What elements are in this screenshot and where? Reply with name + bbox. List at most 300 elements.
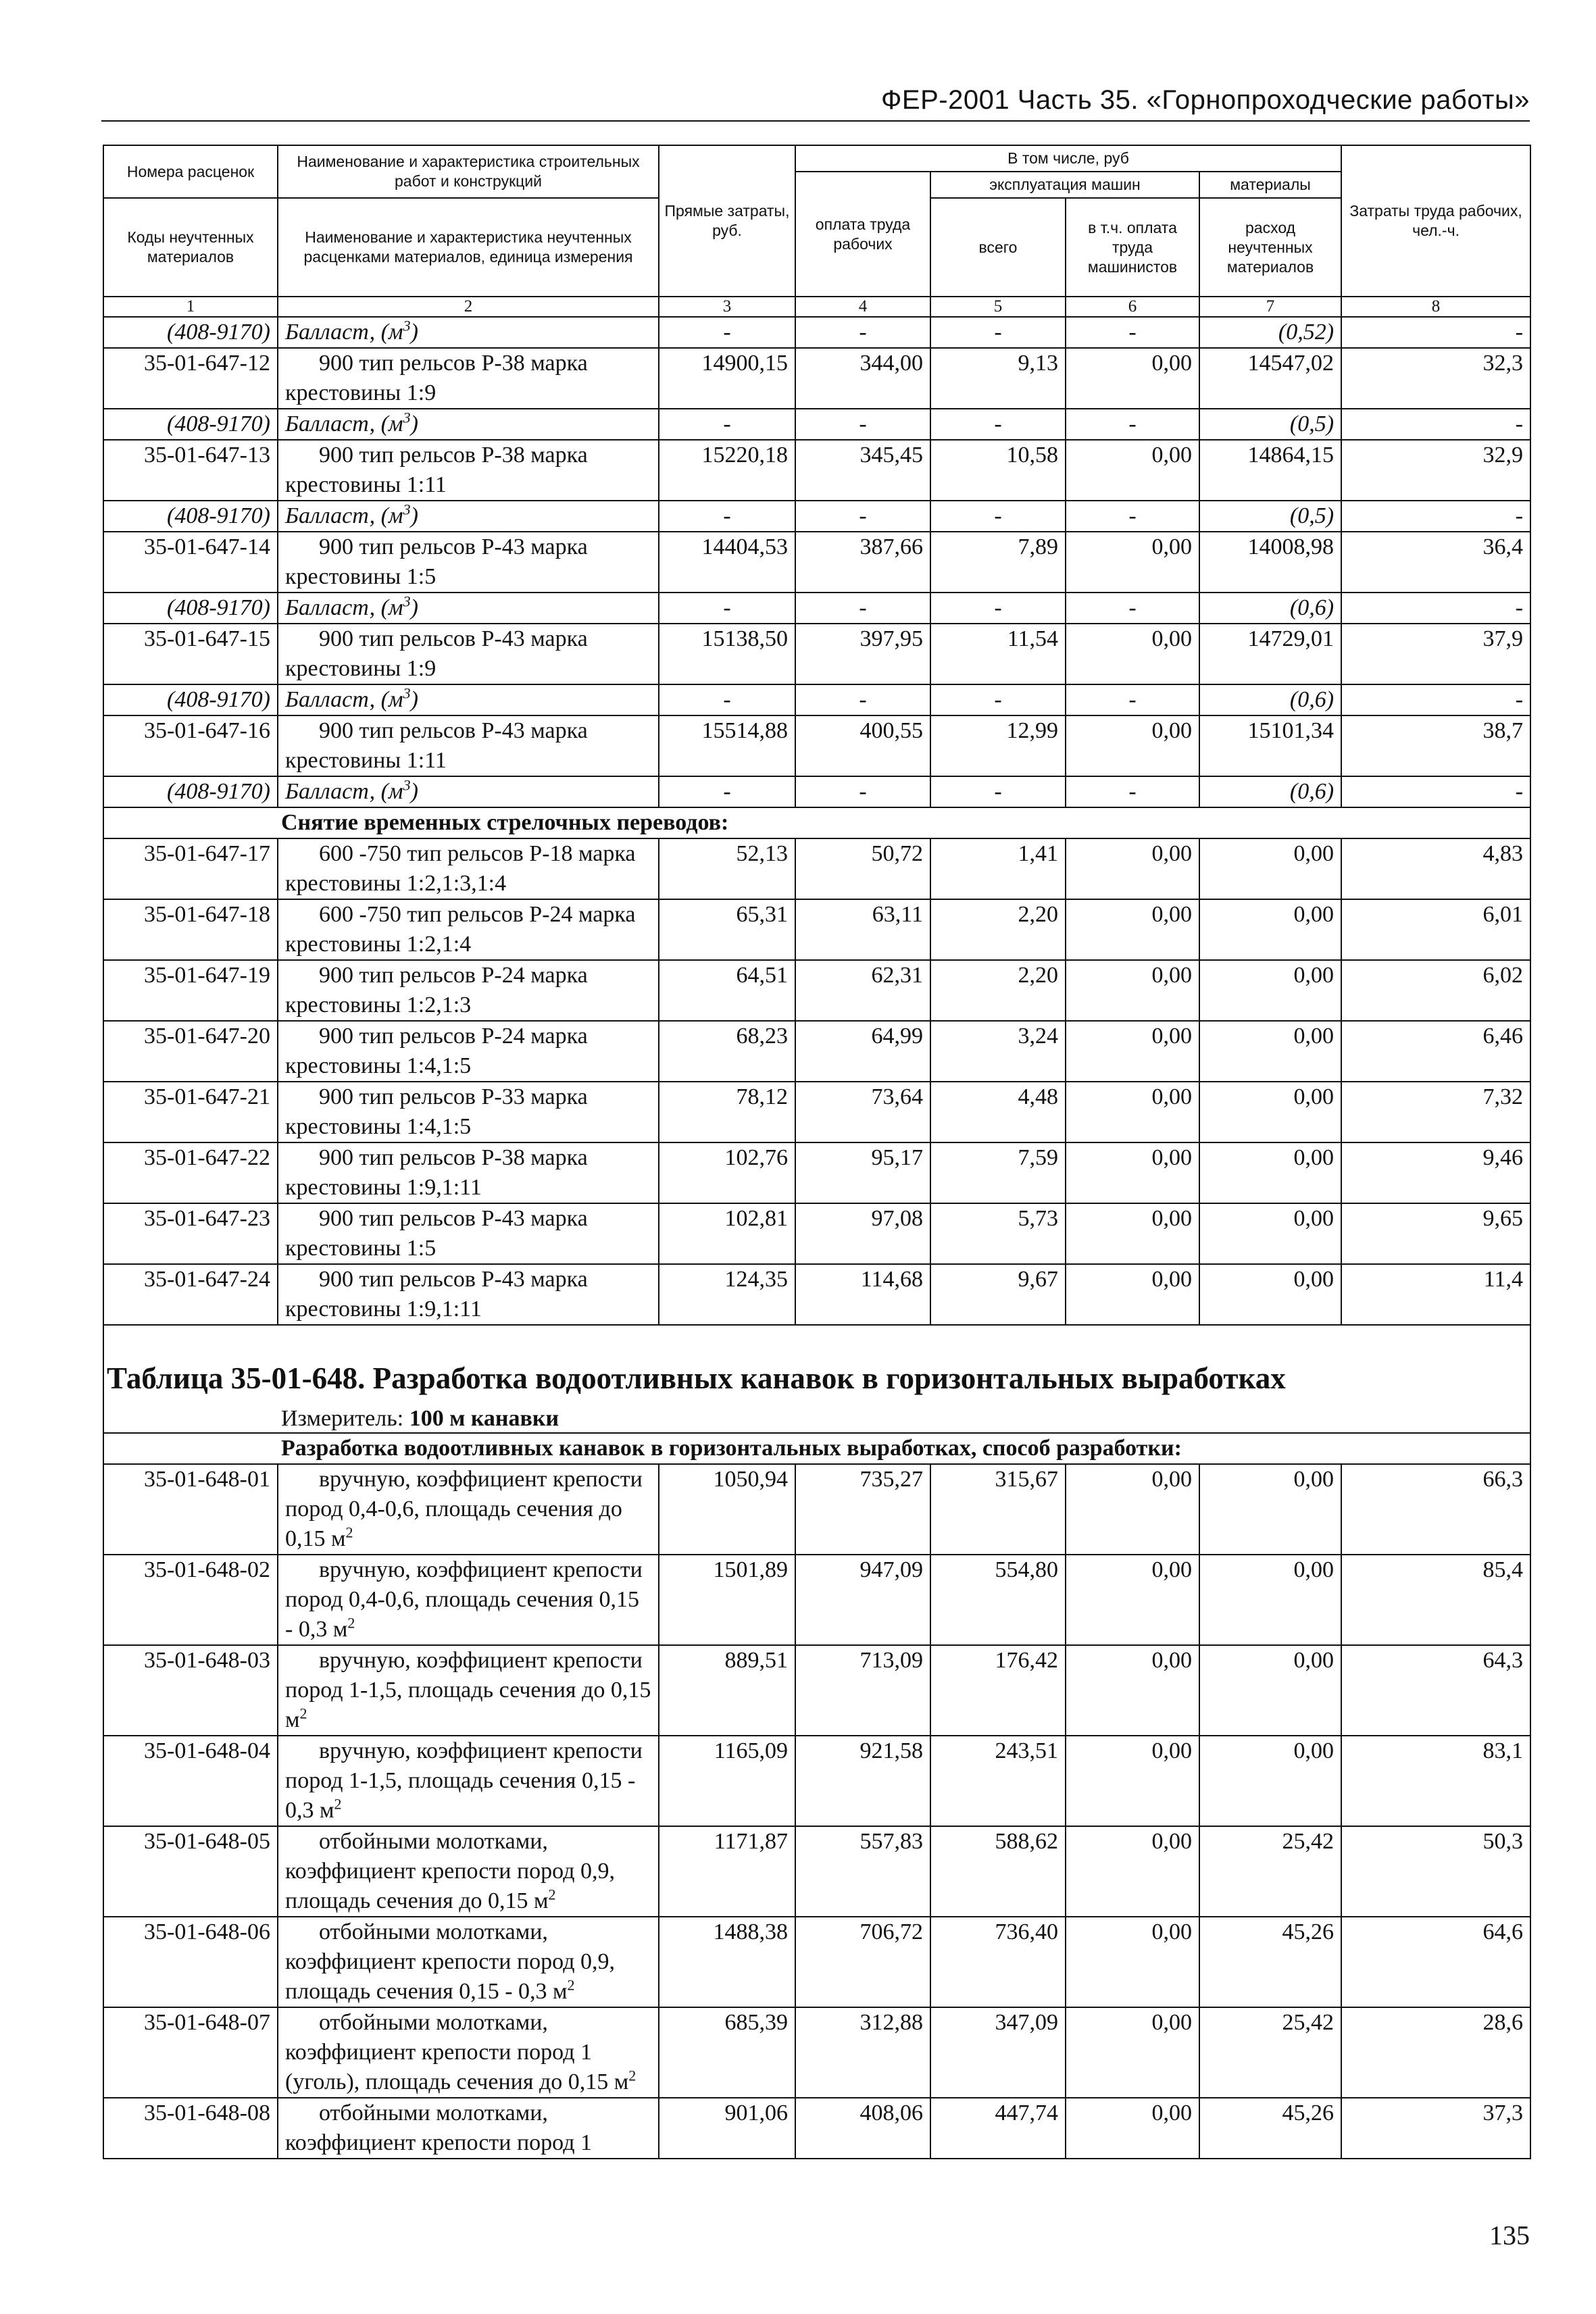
rate-code: 35-01-647-22: [103, 1142, 278, 1203]
rate-v6: 0,00: [1066, 1203, 1199, 1264]
rate-v3: 901,06: [659, 2098, 795, 2159]
rate-row: [103, 1464, 1530, 1555]
rate-v3: 68,23: [659, 1021, 795, 1082]
header-col4: оплата труда рабочих: [795, 172, 930, 297]
material-name-text: Балласт, (м: [285, 411, 403, 436]
rate-v6: 0,00: [1066, 1555, 1199, 1645]
rate-name-text: [285, 441, 651, 500]
header-group: В том числе, руб: [795, 145, 1341, 172]
rate-v8: 32,3: [1341, 348, 1530, 409]
material-name-text: Балласт, (м: [285, 320, 403, 345]
rate-v6: 0,00: [1066, 2098, 1199, 2159]
rate-v3: 889,51: [659, 1645, 795, 1736]
rate-row: [103, 1021, 1530, 1082]
rate-name-value: 900 тип рельсов Р-43 марка крестовины 1:5: [285, 1206, 588, 1261]
rate-row: [103, 1082, 1530, 1142]
material-unit-exp: 3: [403, 317, 411, 334]
rate-code: 35-01-647-24: [103, 1264, 278, 1325]
rate-v4: 557,83: [795, 1826, 930, 1917]
rate-v6: 0,00: [1066, 440, 1199, 501]
rate-v6: 0,00: [1066, 1021, 1199, 1082]
rate-v7: 0,00: [1199, 1736, 1341, 1826]
rate-code: 35-01-647-13: [103, 440, 278, 501]
table-header: [103, 145, 1530, 317]
material-v3: -: [659, 684, 795, 715]
header-col1-top: Номера расценок: [103, 145, 278, 198]
rate-name-value: 900 тип рельсов Р-33 марка крестовины 1:4,1:5: [285, 1084, 588, 1139]
rate-v3: 124,35: [659, 1264, 795, 1325]
rate-v8: 7,32: [1341, 1082, 1530, 1142]
measure-value: 100 м канавки: [409, 1406, 559, 1431]
rate-name: [278, 1203, 659, 1264]
rate-v7: 14547,02: [1199, 348, 1341, 409]
material-v6: -: [1066, 501, 1199, 532]
material-name-end: ): [410, 595, 418, 620]
unit-exponent: 2: [334, 1795, 342, 1813]
table-body: [103, 317, 1530, 2159]
rate-name-value: 900 тип рельсов Р-38 марка крестовины 1:11: [285, 443, 588, 497]
rate-v6: 0,00: [1066, 1917, 1199, 2007]
rate-v7: 45,26: [1199, 2098, 1341, 2159]
rate-name-text: [285, 961, 651, 1020]
col-num-5: 5: [930, 297, 1066, 317]
rate-row: [103, 838, 1530, 899]
rate-v4: 95,17: [795, 1142, 930, 1203]
material-v3: -: [659, 409, 795, 440]
unit-exponent: 2: [347, 1614, 355, 1632]
rate-v5: 3,24: [930, 1021, 1066, 1082]
rate-name: [278, 440, 659, 501]
measure-label: Измеритель:: [281, 1406, 409, 1431]
col-num-1: 1: [103, 297, 278, 317]
rate-v6: 0,00: [1066, 1826, 1199, 1917]
material-v5: -: [930, 684, 1066, 715]
rate-v5: 243,51: [930, 1736, 1066, 1826]
rate-v3: 64,51: [659, 960, 795, 1021]
spacer: [103, 1325, 1530, 1353]
rate-name: [278, 1917, 659, 2007]
rate-v6: 0,00: [1066, 1736, 1199, 1826]
material-v5: -: [930, 501, 1066, 532]
rate-name: [278, 532, 659, 593]
unit-exponent: 2: [548, 1886, 556, 1903]
material-name-end: ): [410, 320, 418, 345]
running-head: ФЕР-2001 Часть 35. «Горнопроходческие работы»: [881, 85, 1530, 115]
rate-name-value: отбойными молотками, коэффициент крепости пород 0,9, площадь сечения до 0,15 м: [285, 1829, 616, 1913]
material-code: (408-9170): [103, 501, 278, 532]
rate-name-value: отбойными молотками, коэффициент крепости пород 1: [285, 2101, 593, 2155]
rate-v5: 9,13: [930, 348, 1066, 409]
rate-v6: 0,00: [1066, 1082, 1199, 1142]
rate-v5: 7,89: [930, 532, 1066, 593]
rate-v8: 38,7: [1341, 715, 1530, 776]
rate-row: [103, 960, 1530, 1021]
material-name-end: ): [410, 411, 418, 436]
material-unit-exp: 3: [403, 409, 411, 426]
rate-name-value: вручную, коэффициент крепости пород 0,4-0,6, площадь сечения 0,15 - 0,3 м: [285, 1557, 643, 1642]
rate-name-value: вручную, коэффициент крепости пород 1-1,5, площадь сечения до 0,15 м: [285, 1648, 651, 1732]
rate-name: [278, 348, 659, 409]
rate-v7: 25,42: [1199, 1826, 1341, 1917]
header-materials: материалы: [1199, 172, 1341, 198]
rate-v6: 0,00: [1066, 1142, 1199, 1203]
rate-code: 35-01-647-14: [103, 532, 278, 593]
rate-code: 35-01-648-04: [103, 1736, 278, 1826]
rate-v6: 0,00: [1066, 348, 1199, 409]
rate-v5: 2,20: [930, 960, 1066, 1021]
rate-v7: 0,00: [1199, 899, 1341, 960]
rate-name-text: [285, 1646, 651, 1735]
col-num-6: 6: [1066, 297, 1199, 317]
rate-v4: 400,55: [795, 715, 930, 776]
material-name: [278, 593, 659, 624]
rate-v5: 347,09: [930, 2007, 1066, 2098]
rate-v5: 4,48: [930, 1082, 1066, 1142]
material-row: [103, 317, 1530, 348]
rate-v7: 0,00: [1199, 960, 1341, 1021]
rate-v4: 62,31: [795, 960, 930, 1021]
rate-name-value: отбойными молотками, коэффициент крепости пород 0,9, площадь сечения 0,15 - 0,3 м: [285, 1919, 616, 2004]
unit-exponent: 2: [345, 1524, 353, 1541]
material-code: (408-9170): [103, 593, 278, 624]
rate-v7: 0,00: [1199, 1082, 1341, 1142]
rate-v8: 36,4: [1341, 532, 1530, 593]
rate-v8: 37,3: [1341, 2098, 1530, 2159]
material-row: [103, 684, 1530, 715]
material-v7: (0,52): [1199, 317, 1341, 348]
rate-v4: 114,68: [795, 1264, 930, 1325]
measure: [103, 1405, 1530, 1433]
rate-v6: 0,00: [1066, 2007, 1199, 2098]
material-code: (408-9170): [103, 409, 278, 440]
rate-name: [278, 1826, 659, 1917]
material-v3: -: [659, 776, 795, 807]
unit-exponent: 2: [567, 1976, 575, 1994]
rate-row: [103, 348, 1530, 409]
rate-v3: 1050,94: [659, 1464, 795, 1555]
material-v8: -: [1341, 776, 1530, 807]
rate-v4: 345,45: [795, 440, 930, 501]
unit-exponent: 2: [628, 2067, 637, 2084]
rate-v5: 10,58: [930, 440, 1066, 501]
col-num-2: 2: [278, 297, 659, 317]
rate-v4: 64,99: [795, 1021, 930, 1082]
rate-v7: 0,00: [1199, 838, 1341, 899]
rate-name-value: 900 тип рельсов Р-38 марка крестовины 1:9,1:11: [285, 1145, 588, 1200]
rate-row: [103, 715, 1530, 776]
rate-v8: 28,6: [1341, 2007, 1530, 2098]
header-col5: всего: [930, 198, 1066, 297]
rate-v3: 78,12: [659, 1082, 795, 1142]
rate-row: [103, 1555, 1530, 1645]
rate-name-text: [285, 1082, 651, 1142]
rate-name-text: [285, 349, 651, 408]
rate-v4: 312,88: [795, 2007, 930, 2098]
rate-v3: 102,76: [659, 1142, 795, 1203]
rate-name: [278, 1021, 659, 1082]
table648-title-row: [103, 1353, 1530, 1405]
rate-name: [278, 2007, 659, 2098]
material-row: [103, 593, 1530, 624]
rate-code: 35-01-648-08: [103, 2098, 278, 2159]
header-col3: Прямые затраты, руб.: [659, 145, 795, 297]
column-numbers: [103, 297, 1530, 317]
material-v8: -: [1341, 593, 1530, 624]
section-drainage-text: Разработка водоотливных канавок в горизонтальных выработках, способ разработки:: [281, 1436, 1182, 1461]
rate-v5: 5,73: [930, 1203, 1066, 1264]
material-v7: (0,5): [1199, 409, 1341, 440]
rate-v4: 735,27: [795, 1464, 930, 1555]
rate-code: 35-01-648-02: [103, 1555, 278, 1645]
rate-name-text: [285, 716, 651, 776]
rate-name-value: 600 -750 тип рельсов Р-18 марка крестовины 1:2,1:3,1:4: [285, 841, 636, 896]
rate-v8: 85,4: [1341, 1555, 1530, 1645]
spacer-row: [103, 1325, 1530, 1353]
rate-name-value: 900 тип рельсов Р-38 марка крестовины 1:9: [285, 351, 588, 405]
rate-code: 35-01-647-15: [103, 624, 278, 684]
material-v6: -: [1066, 317, 1199, 348]
material-v5: -: [930, 317, 1066, 348]
material-v6: -: [1066, 684, 1199, 715]
header-machines: эксплуатация машин: [930, 172, 1199, 198]
rate-v6: 0,00: [1066, 715, 1199, 776]
rate-name-text: [285, 532, 651, 592]
rate-name-text: [285, 1204, 651, 1263]
material-v4: -: [795, 593, 930, 624]
rate-code: 35-01-648-06: [103, 1917, 278, 2007]
material-v8: -: [1341, 501, 1530, 532]
rate-v8: 64,6: [1341, 1917, 1530, 2007]
rate-v4: 706,72: [795, 1917, 930, 2007]
rate-v5: 2,20: [930, 899, 1066, 960]
rate-name: [278, 715, 659, 776]
material-name: [278, 776, 659, 807]
rate-v8: 64,3: [1341, 1645, 1530, 1736]
material-v3: -: [659, 593, 795, 624]
rate-code: 35-01-648-01: [103, 1464, 278, 1555]
rate-v8: 4,83: [1341, 838, 1530, 899]
material-v4: -: [795, 776, 930, 807]
rate-row: [103, 532, 1530, 593]
material-code: (408-9170): [103, 317, 278, 348]
rate-v3: 685,39: [659, 2007, 795, 2098]
material-name: [278, 501, 659, 532]
rate-v8: 66,3: [1341, 1464, 1530, 1555]
rate-v7: 0,00: [1199, 1555, 1341, 1645]
material-v5: -: [930, 409, 1066, 440]
material-v8: -: [1341, 409, 1530, 440]
rate-name-text: [285, 1022, 651, 1081]
rate-code: 35-01-647-20: [103, 1021, 278, 1082]
material-code: (408-9170): [103, 684, 278, 715]
rate-v7: 0,00: [1199, 1645, 1341, 1736]
rate-v4: 97,08: [795, 1203, 930, 1264]
rate-name-value: 900 тип рельсов Р-43 марка крестовины 1:5: [285, 534, 588, 589]
rate-v8: 6,02: [1341, 960, 1530, 1021]
rate-name: [278, 838, 659, 899]
material-row: [103, 409, 1530, 440]
rate-row: [103, 1917, 1530, 2007]
rate-code: 35-01-647-17: [103, 838, 278, 899]
rate-v6: 0,00: [1066, 532, 1199, 593]
material-v4: -: [795, 317, 930, 348]
material-v3: -: [659, 317, 795, 348]
rate-v4: 397,95: [795, 624, 930, 684]
material-name-text: Балласт, (м: [285, 503, 403, 528]
rate-name-value: 900 тип рельсов Р-43 марка крестовины 1:9,1:11: [285, 1267, 588, 1322]
rate-name: [278, 1464, 659, 1555]
rate-name-text: [285, 900, 651, 959]
rate-v7: 0,00: [1199, 1021, 1341, 1082]
material-v6: -: [1066, 593, 1199, 624]
rate-v3: 52,13: [659, 838, 795, 899]
rate-v7: 0,00: [1199, 1264, 1341, 1325]
material-unit-exp: 3: [403, 776, 411, 794]
rate-v3: 1501,89: [659, 1555, 795, 1645]
rate-name-value: 900 тип рельсов Р-43 марка крестовины 1:11: [285, 718, 588, 773]
rates-table: [103, 145, 1531, 2159]
material-name-text: Балласт, (м: [285, 595, 403, 620]
rate-row: [103, 2098, 1530, 2159]
rate-v8: 9,65: [1341, 1203, 1530, 1264]
rate-v6: 0,00: [1066, 838, 1199, 899]
material-v4: -: [795, 409, 930, 440]
rate-v8: 6,46: [1341, 1021, 1530, 1082]
section-removal-text: Снятие временных стрелочных переводов:: [281, 810, 729, 835]
measure-row: [103, 1405, 1530, 1433]
rate-v7: 14864,15: [1199, 440, 1341, 501]
material-unit-exp: 3: [403, 684, 411, 702]
material-name: [278, 684, 659, 715]
section-drainage: [103, 1433, 1530, 1464]
rate-v8: 9,46: [1341, 1142, 1530, 1203]
rate-name: [278, 1264, 659, 1325]
rate-v4: 387,66: [795, 532, 930, 593]
table648-title: Таблица 35-01-648. Разработка водоотливных канавок в горизонтальных выработках: [103, 1353, 1530, 1405]
col-num-7: 7: [1199, 297, 1341, 317]
rate-v6: 0,00: [1066, 1264, 1199, 1325]
material-code: (408-9170): [103, 776, 278, 807]
material-v5: -: [930, 593, 1066, 624]
rate-v5: 1,41: [930, 838, 1066, 899]
header-col1-bottom: Коды неучтенных материалов: [103, 198, 278, 297]
rate-v7: 15101,34: [1199, 715, 1341, 776]
rate-name-value: 900 тип рельсов Р-43 марка крестовины 1:9: [285, 626, 588, 681]
rate-v7: 25,42: [1199, 2007, 1341, 2098]
rate-v6: 0,00: [1066, 960, 1199, 1021]
material-v7: (0,6): [1199, 684, 1341, 715]
material-name: [278, 409, 659, 440]
rate-v5: 736,40: [930, 1917, 1066, 2007]
rate-name: [278, 899, 659, 960]
rate-v5: 176,42: [930, 1645, 1066, 1736]
rate-name-text: [285, 1736, 651, 1826]
rate-name-text: [285, 1265, 651, 1324]
rate-v7: 14729,01: [1199, 624, 1341, 684]
rate-v5: 554,80: [930, 1555, 1066, 1645]
rate-v8: 50,3: [1341, 1826, 1530, 1917]
rate-name: [278, 960, 659, 1021]
rate-v3: 15514,88: [659, 715, 795, 776]
rate-v5: 447,74: [930, 2098, 1066, 2159]
section-drainage-row: [103, 1433, 1530, 1464]
material-row: [103, 776, 1530, 807]
rate-name: [278, 1082, 659, 1142]
material-row: [103, 501, 1530, 532]
rate-name-value: 900 тип рельсов Р-24 марка крестовины 1:2,1:3: [285, 963, 588, 1017]
col-num-3: 3: [659, 297, 795, 317]
rate-v8: 83,1: [1341, 1736, 1530, 1826]
header-col2-top: Наименование и характеристика строительных работ и конструкций: [278, 145, 659, 198]
rate-row: [103, 1645, 1530, 1736]
header-rule: [101, 120, 1530, 122]
material-name-text: Балласт, (м: [285, 687, 403, 712]
rate-v3: 14404,53: [659, 532, 795, 593]
rate-v4: 344,00: [795, 348, 930, 409]
rate-row: [103, 1203, 1530, 1264]
rate-row: [103, 899, 1530, 960]
rate-v5: 9,67: [930, 1264, 1066, 1325]
rate-name: [278, 1645, 659, 1736]
material-v7: (0,5): [1199, 501, 1341, 532]
rate-row: [103, 1736, 1530, 1826]
rate-v5: 11,54: [930, 624, 1066, 684]
material-unit-exp: 3: [403, 501, 411, 518]
rate-v7: 0,00: [1199, 1464, 1341, 1555]
col-num-4: 4: [795, 297, 930, 317]
rate-name: [278, 1142, 659, 1203]
rate-name-value: отбойными молотками, коэффициент крепости пород 1 (уголь), площадь сечения до 0,15 м: [285, 2010, 629, 2094]
material-v5: -: [930, 776, 1066, 807]
material-name-end: ): [410, 503, 418, 528]
rate-code: 35-01-647-21: [103, 1082, 278, 1142]
section-removal: [103, 807, 1530, 838]
rate-v4: 73,64: [795, 1082, 930, 1142]
material-v6: -: [1066, 409, 1199, 440]
rate-v3: 15138,50: [659, 624, 795, 684]
page-number: 135: [1489, 2220, 1530, 2250]
rate-row: [103, 440, 1530, 501]
rate-v5: 588,62: [930, 1826, 1066, 1917]
rate-v7: 45,26: [1199, 1917, 1341, 2007]
rate-code: 35-01-647-12: [103, 348, 278, 409]
rate-code: 35-01-647-16: [103, 715, 278, 776]
material-v8: -: [1341, 684, 1530, 715]
rate-v3: 15220,18: [659, 440, 795, 501]
rate-v3: 102,81: [659, 1203, 795, 1264]
rate-name: [278, 1555, 659, 1645]
rate-code: 35-01-648-07: [103, 2007, 278, 2098]
rate-v5: 7,59: [930, 1142, 1066, 1203]
rate-v4: 921,58: [795, 1736, 930, 1826]
rate-v8: 11,4: [1341, 1264, 1530, 1325]
rate-v6: 0,00: [1066, 1464, 1199, 1555]
unit-exponent: 2: [299, 1705, 307, 1722]
rate-name-text: [285, 2008, 651, 2097]
header-col2-bottom: Наименование и характеристика неучтенных расценками материалов, единица измерения: [278, 198, 659, 297]
rate-name-text: [285, 839, 651, 899]
rate-code: 35-01-648-05: [103, 1826, 278, 1917]
material-name: [278, 317, 659, 348]
material-v7: (0,6): [1199, 776, 1341, 807]
rate-name-text: [285, 1143, 651, 1203]
rate-name-text: [285, 1827, 651, 1916]
rate-v6: 0,00: [1066, 1645, 1199, 1736]
rate-v6: 0,00: [1066, 899, 1199, 960]
rate-row: [103, 2007, 1530, 2098]
rate-name-text: [285, 624, 651, 684]
rate-v3: 1171,87: [659, 1826, 795, 1917]
